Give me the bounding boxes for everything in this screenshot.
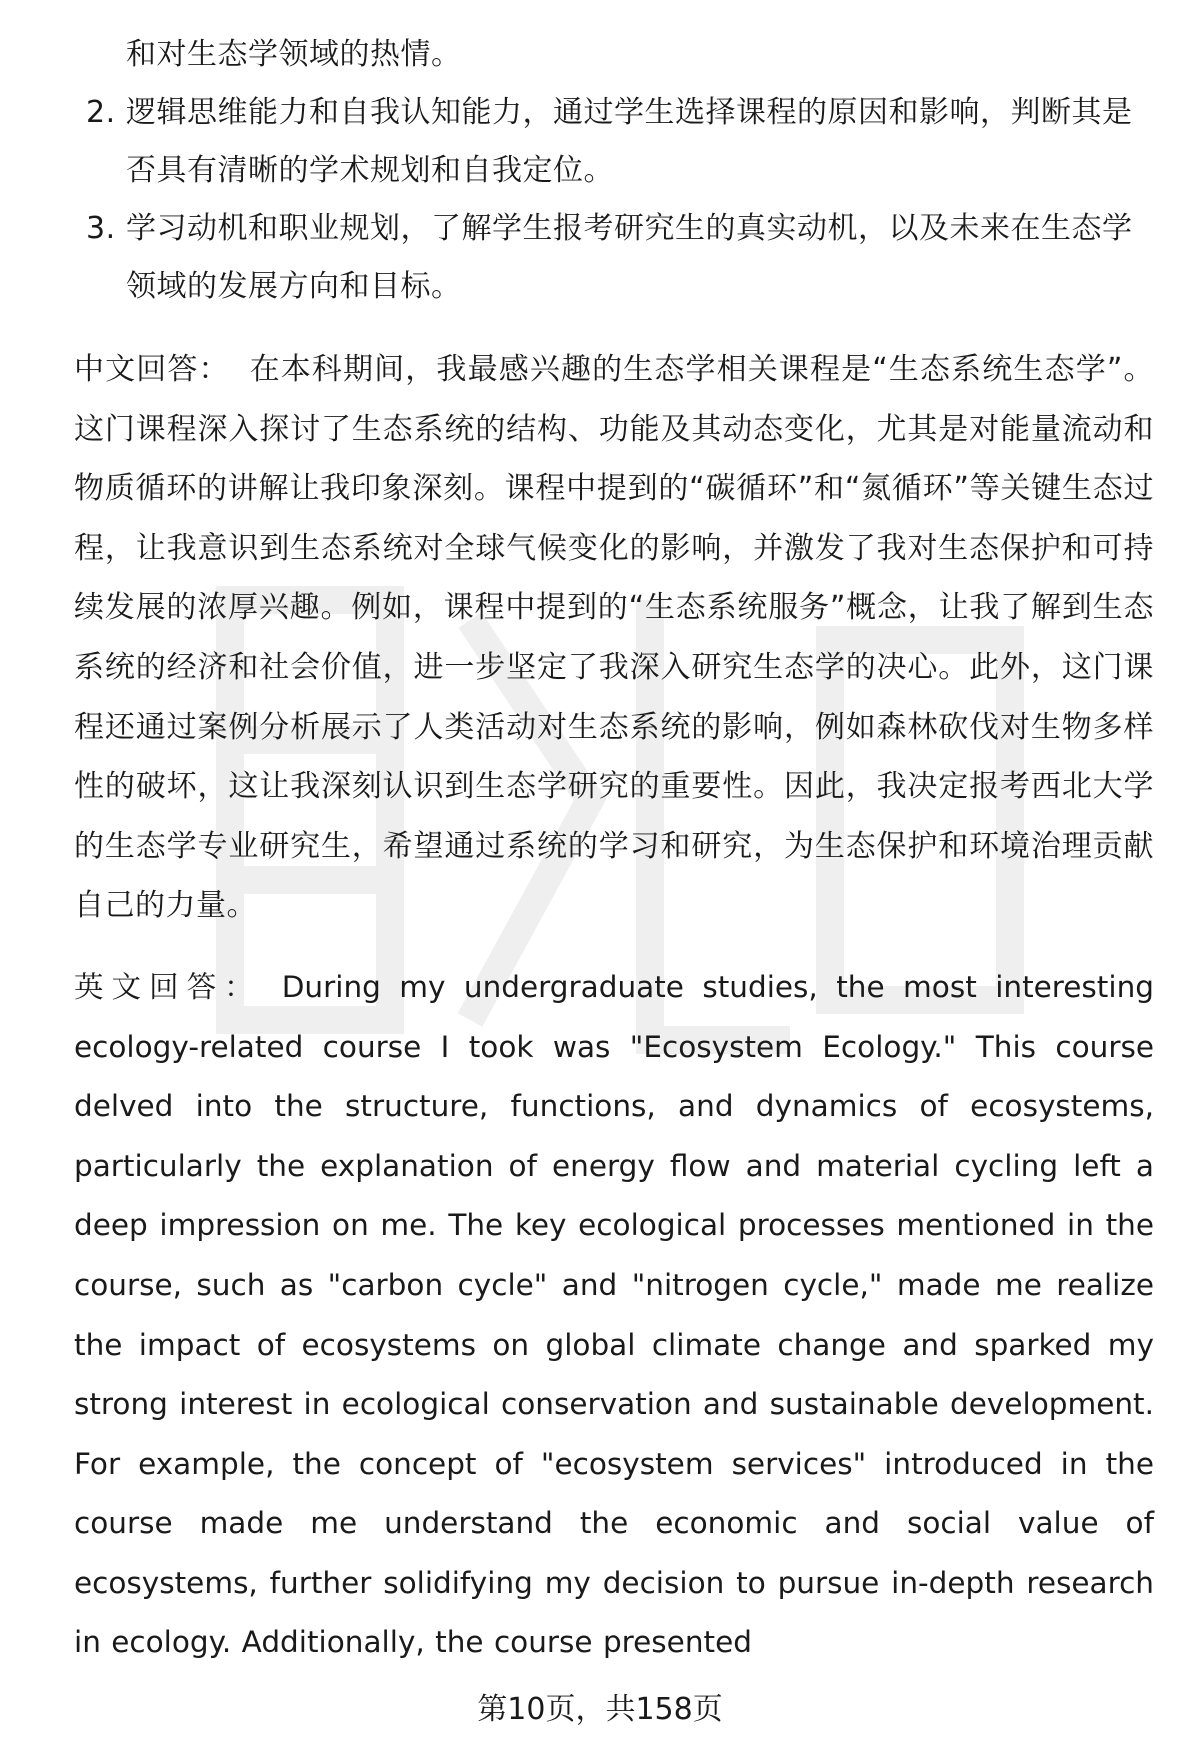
page-number-footer: 第10页，共158页	[477, 1692, 723, 1727]
evaluation-criteria-list	[74, 84, 1154, 316]
list-item-text: 学习动机和职业规划，了解学生报考研究生的真实动机，以及未来在生态学领域的发展方向和目标。	[126, 211, 1133, 304]
list-item-number: 3.	[86, 211, 116, 246]
chinese-answer-label: 中文回答：	[74, 352, 230, 387]
chinese-answer-paragraph	[74, 340, 1154, 936]
list-item-text: 逻辑思维能力和自我认知能力，通过学生选择课程的原因和影响，判断其是否具有清晰的学术规划和自我定位。	[126, 95, 1133, 188]
chinese-answer-text: 在本科期间，我最感兴趣的生态学相关课程是“生态系统生态学”。这门课程深入探讨了生态系统的结构、功能及其动态变化，尤其是对能量流动和物质循环的讲解让我印象深刻。课程中提到的“碳循环”和“氮循环”等关键生态过程，让我意识到生态系统对全球气候变化的影响，并激发了我对生态保护和可持续发展的浓厚兴趣。例如，课程中提到的“生态系统服务”概念，让我了解到生态系统的经济和社会价值，进一步坚定了我深入研究生态学的决心。此外，这门课程还通过案例分析展示了人类活动对生态系统的影响，例如森林砍伐对生物多样性的破坏，这让我深刻认识到生态学研究的重要性。因此，我决定报考西北大学的生态学专业研究生，希望通过系统的学习和研究，为生态保护和环境治理贡献自己的力量。	[74, 352, 1154, 924]
continuation-line: 和对生态学领域的热情。	[126, 37, 462, 72]
list-item	[74, 84, 1154, 200]
list-item-number: 2.	[86, 95, 116, 130]
list-item	[74, 200, 1154, 316]
document-body	[74, 26, 1154, 1673]
english-answer-label: 英文回答：	[74, 969, 262, 1004]
english-answer-paragraph	[74, 958, 1154, 1673]
english-answer-text: During my undergraduate studies, the most interesting ecology-related course I took was "Ecosystem Ecology." This course delved into the structure, functions, and dynamics of ecosystems, particularly the explanation of energy flow and material cycling left a deep impression on me. The key ecological processes mentioned in the course, such as "carbon cycle" and "nitrogen cycle," made me realize the impact of ecosystems on global climate change and sparked my strong interest in ecological conservation and sustainable development. For example, the concept of "ecosystem services" introduced in the course made me understand the economic and social value of ecosystems, further solidifying my decision to pursue in-depth research in ecology. Additionally, the course presented	[74, 969, 1154, 1660]
